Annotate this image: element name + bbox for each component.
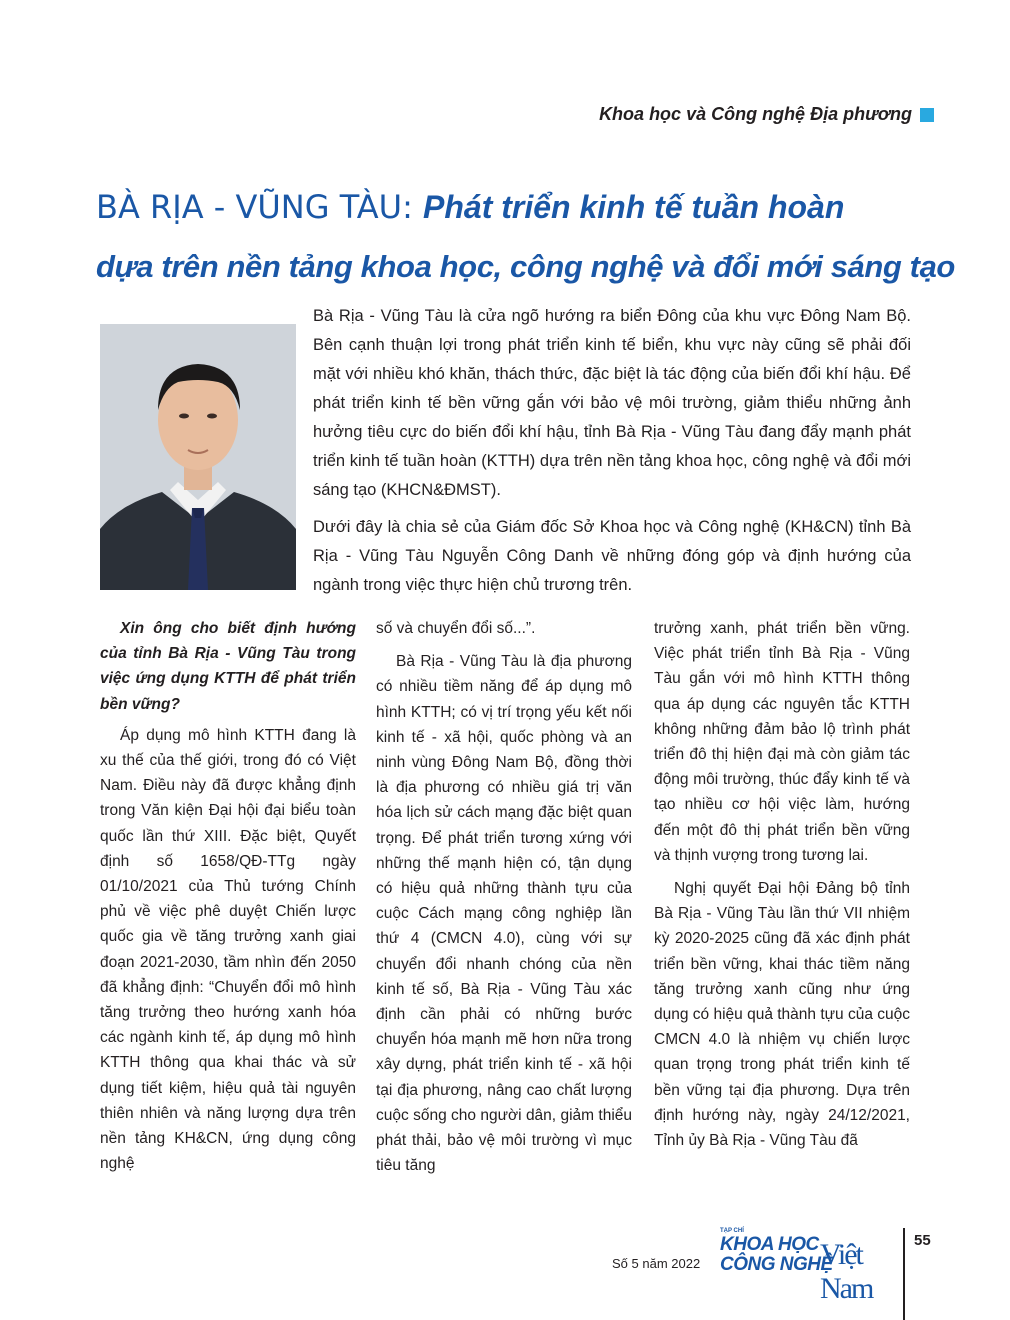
column-3-paragraph: Nghị quyết Đại hội Đảng bộ tỉnh Bà Rịa - Vũng Tàu lần thứ VII nhiệm kỳ 2020-2025 cũng đã xác định phát triển bền vững, khai thác tiềm năng tăng trưởng xanh cũng như ứng dụng có hiệu quả thành tựu của cuộc CMCN 4.0 là nhiệm vụ chiến lược quan trọng trong phát triển kinh tế bền vững tại địa phương. Dựa trên định hướng này, ngày 24/12/2021, Tỉnh ủy Bà Rịa - Vũng Tàu đã (654, 880, 910, 1150)
title-place: BÀ RỊA - VŨNG TÀU: (96, 188, 424, 226)
logo-vietnam: Việt Nam (820, 1238, 873, 1305)
lead-paragraph-1: Bà Rịa - Vũng Tàu là cửa ngõ hướng ra biển Đông của khu vực Đông Nam Bộ. Bên cạnh thuận lợi trong phát triển kinh tế biển, khu vực này cũng sẽ phải đối mặt với nhiều khó khăn, thách thức, đặc biệt là tác động của biến đổi khí hậu. Để phát triển kinh tế bền vững gắn với bảo vệ môi trường, giảm thiểu những ảnh hưởng tiêu cực do biến đổi khí hậu, tỉnh Bà Rịa - Vũng Tàu đang đẩy mạnh phát triển kinh tế tuần hoàn (KTTH) dựa trên nền tảng khoa học, công nghệ và đổi mới sáng tạo (KHCN&ĐMST). (313, 307, 911, 499)
title-line-2: dựa trên nền tảng khoa học, công nghệ và đổi mới sáng tạo (96, 249, 955, 284)
logo-line-2: CÔNG NGHỆ (720, 1254, 833, 1275)
column-2 (376, 616, 632, 1178)
column-3-continuation: trưởng xanh, phát triển bền vững. Việc phát triển tỉnh Bà Rịa - Vũng Tàu gắn với mô hình KTTH thông qua áp dụng các nguyên tắc KTTH không những đảm bảo lộ trình phát triển đô thị hiện đại mà còn giảm tác động môi trường, thúc đẩy kinh tế và tạo nhiều cơ hội việc làm, hướng đến một đô thị phát triển bền vững và thịnh vượng trong tương lai. (654, 620, 910, 864)
section-label: Khoa học và Công nghệ Địa phương (599, 104, 912, 124)
page-number: 55 (914, 1232, 931, 1249)
section-header (599, 104, 934, 125)
magazine-logo (718, 1228, 888, 1305)
title-line-1 (96, 184, 956, 230)
column-2-paragraph: Bà Rịa - Vũng Tàu là địa phương có nhiều tiềm năng để áp dụng mô hình KTTH; có vị trí trọng yếu kết nối kinh tế - xã hội, quốc phòng và an ninh vùng Đông Nam Bộ, đồng thời là địa phương có nhiều giá trị văn hóa lịch sử cách mạng đặc biệt quan trọng. Để phát triển tương xứng với những thế mạnh hiện có, tận dụng có hiệu quả những thành tựu của cuộc Cách mạng công nghiệp lần thứ 4 (CMCN 4.0), cùng với sự chuyển đổi nhanh chóng của nền kinh tế số, Bà Rịa - Vũng Tàu xác định cần phải có những bước chuyển hóa mạnh mẽ hơn nữa trong xây dựng, phát triển kinh tế - xã hội tại địa phương, nâng cao chất lượng cuộc sống cho người dân, giảm thiểu phát thải, bảo vệ môi trường vì mục tiêu tăng (376, 653, 632, 1175)
lead-paragraph-2: Dưới đây là chia sẻ của Giám đốc Sở Khoa học và Công nghệ (KH&CN) tỉnh Bà Rịa - Vũng Tàu Nguyễn Công Danh về những đóng góp và định hướng của ngành trong việc thực hiện chủ trương trên. (313, 518, 911, 594)
title-headline-1: Phát triển kinh tế tuần hoàn (423, 189, 845, 225)
column-1-paragraph: Áp dụng mô hình KTTH đang là xu thế của thế giới, trong đó có Việt Nam. Điều này đã được khẳng định trong Văn kiện Đại hội đại biểu toàn quốc lần thứ XIII. Đặc biệt, Quyết định số 1658/QĐ-TTg ngày 01/10/2021 của Thủ tướng Chính phủ về việc phê duyệt Chiến lược quốc gia về tăng trưởng xanh giai đoạn 2021-2030, tầm nhìn đến 2050 đã khẳng định: “Chuyển đổi mô hình tăng trưởng theo hướng xanh hóa các ngành kinh tế, áp dụng mô hình KTTH thông qua khai thác và sử dụng tiết kiệm, hiệu quả tài nguyên thiên nhiên và năng lượng dựa trên nền tảng KH&CN, ứng dụng công nghệ (100, 726, 356, 1173)
section-square-icon (920, 108, 934, 122)
footer-divider (903, 1228, 905, 1320)
article-lead (313, 302, 911, 608)
issue-label: Số 5 năm 2022 (612, 1256, 701, 1271)
column-1 (100, 616, 356, 1176)
interview-question: Xin ông cho biết định hướng của tỉnh Bà Rịa - Vũng Tàu trong việc ứng dụng KTTH để phát triển bền vững? (100, 620, 356, 713)
article-title (96, 184, 956, 290)
column-2-continuation: số và chuyển đổi số...”. (376, 620, 536, 637)
logo-line-1: KHOA HỌC (720, 1234, 819, 1255)
portrait-photo (100, 324, 296, 590)
column-3 (654, 616, 910, 1153)
logo-small-text: TẠP CHÍ (720, 1228, 744, 1234)
